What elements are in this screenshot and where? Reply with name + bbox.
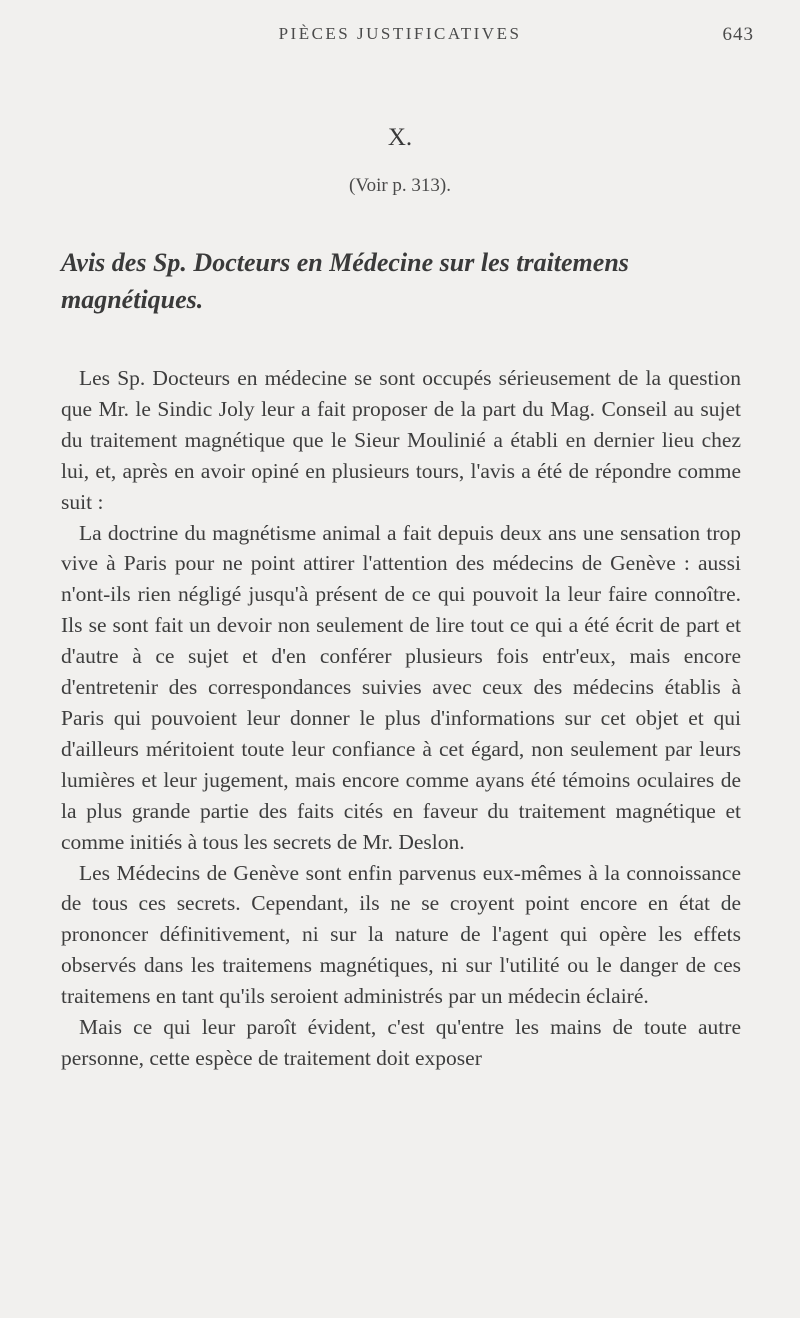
running-title: PIÈCES JUSTIFICATIVES <box>278 24 522 43</box>
body-text <box>61 363 741 1074</box>
page-number: 643 <box>722 24 754 45</box>
paragraph: Mais ce qui leur paroît évident, c'est qu'entre les mains de toute autre personne, cette espèce de traitement doit exposer <box>61 1015 741 1070</box>
document-heading: Avis des Sp. Docteurs en Médecine sur les traitemens magnétiques. <box>61 248 629 314</box>
paragraph: Les Médecins de Genève sont enfin parvenus eux-mêmes à la connoissance de tous ces secrets. Cependant, ils ne se croyent point encore en état de prononcer définitivement, ni sur la nature de l'agent qui opère les effets observés dans les traitemens magnétiques, ni sur l'utilité ou le danger de ces traitemens en tant qu'ils seroient administrés par un médecin éclairé. <box>61 860 741 1009</box>
paragraph: La doctrine du magnétisme animal a fait depuis deux ans une sensation trop vive à Paris pour ne point attirer l'attention des médecins de Genève : aussi n'ont-ils rien négligé jusqu'à présent de ce qui pouvoit la leur faire connoître. Ils se sont fait un devoir non seulement de lire tout ce qui a été écrit de part et d'autre à ce sujet et d'en conférer plusieurs fois entr'eux, mais encore d'entretenir des correspondances suivies avec ceux des médecins établis à Paris qui pouvoient leur donner le plus d'informations sur cet objet et qui d'ailleurs méritoient toute leur confiance à cet égard, non seulement par leurs lumières et leur jugement, mais encore comme ayans été témoins oculaires de la plus grande partie des faits cités en faveur du traitement magnétique et comme initiés à tous les secrets de Mr. Deslon. <box>61 520 741 854</box>
section-number: X. <box>387 124 413 151</box>
running-head <box>0 24 800 52</box>
cross-reference: (Voir p. 313). <box>348 175 452 196</box>
paragraph: Les Sp. Docteurs en médecine se sont occupés sérieusement de la question que Mr. le Sindic Joly leur a fait proposer de la part du Mag. Conseil au sujet du traitement magnétique que le Sieur Moulinié a établi en dernier lieu chez lui, et, après en avoir opiné en plusieurs tours, l'avis a été de répondre comme suit : <box>61 366 741 514</box>
